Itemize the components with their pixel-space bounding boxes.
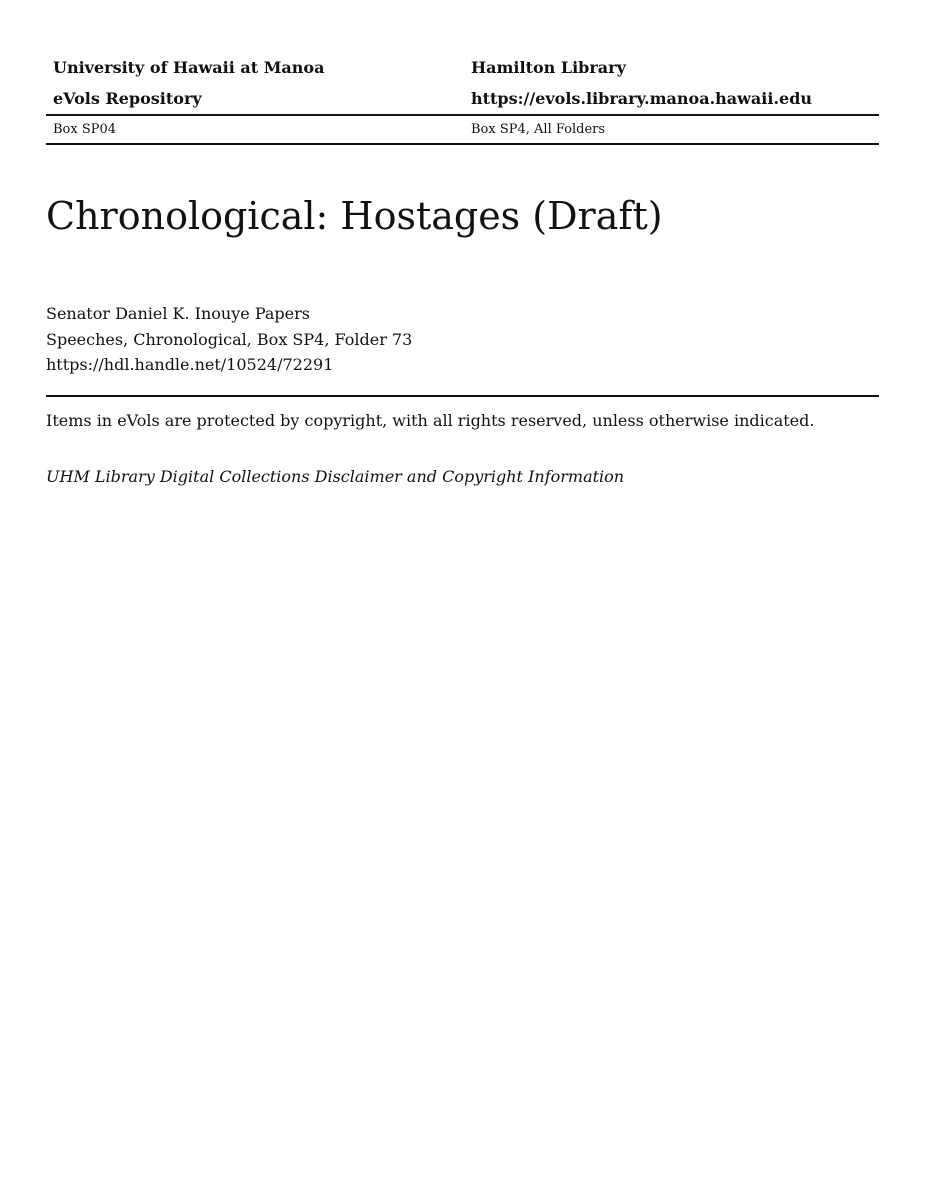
institution-name: University of Hawaii at Manoa <box>53 58 325 77</box>
header-row-box <box>46 116 879 143</box>
copyright-notice: Items in eVols are protected by copyright, with all rights reserved, unless otherwise indicated. <box>46 411 815 430</box>
repository-url[interactable]: https://evols.library.manoa.hawaii.edu <box>471 89 813 108</box>
header-rule-bottom <box>46 143 879 145</box>
page-title: Chronological: Hostages (Draft) <box>46 194 663 238</box>
library-name: Hamilton Library <box>471 58 626 77</box>
repository-name: eVols Repository <box>53 89 202 108</box>
document-header <box>46 52 879 145</box>
disclaimer-link[interactable]: UHM Library Digital Collections Disclaimer and Copyright Information <box>46 467 625 486</box>
header-row-repository <box>46 83 879 114</box>
section-divider <box>46 395 879 397</box>
handle-link[interactable]: https://hdl.handle.net/10524/72291 <box>46 355 334 374</box>
box-label: Box SP04 <box>53 122 117 137</box>
folder-location: Speeches, Chronological, Box SP4, Folder 73 <box>46 329 413 349</box>
header-row-institution <box>46 52 879 83</box>
collection-name: Senator Daniel K. Inouye Papers <box>46 304 310 323</box>
folders-label: Box SP4, All Folders <box>471 122 606 137</box>
item-metadata <box>46 301 412 378</box>
